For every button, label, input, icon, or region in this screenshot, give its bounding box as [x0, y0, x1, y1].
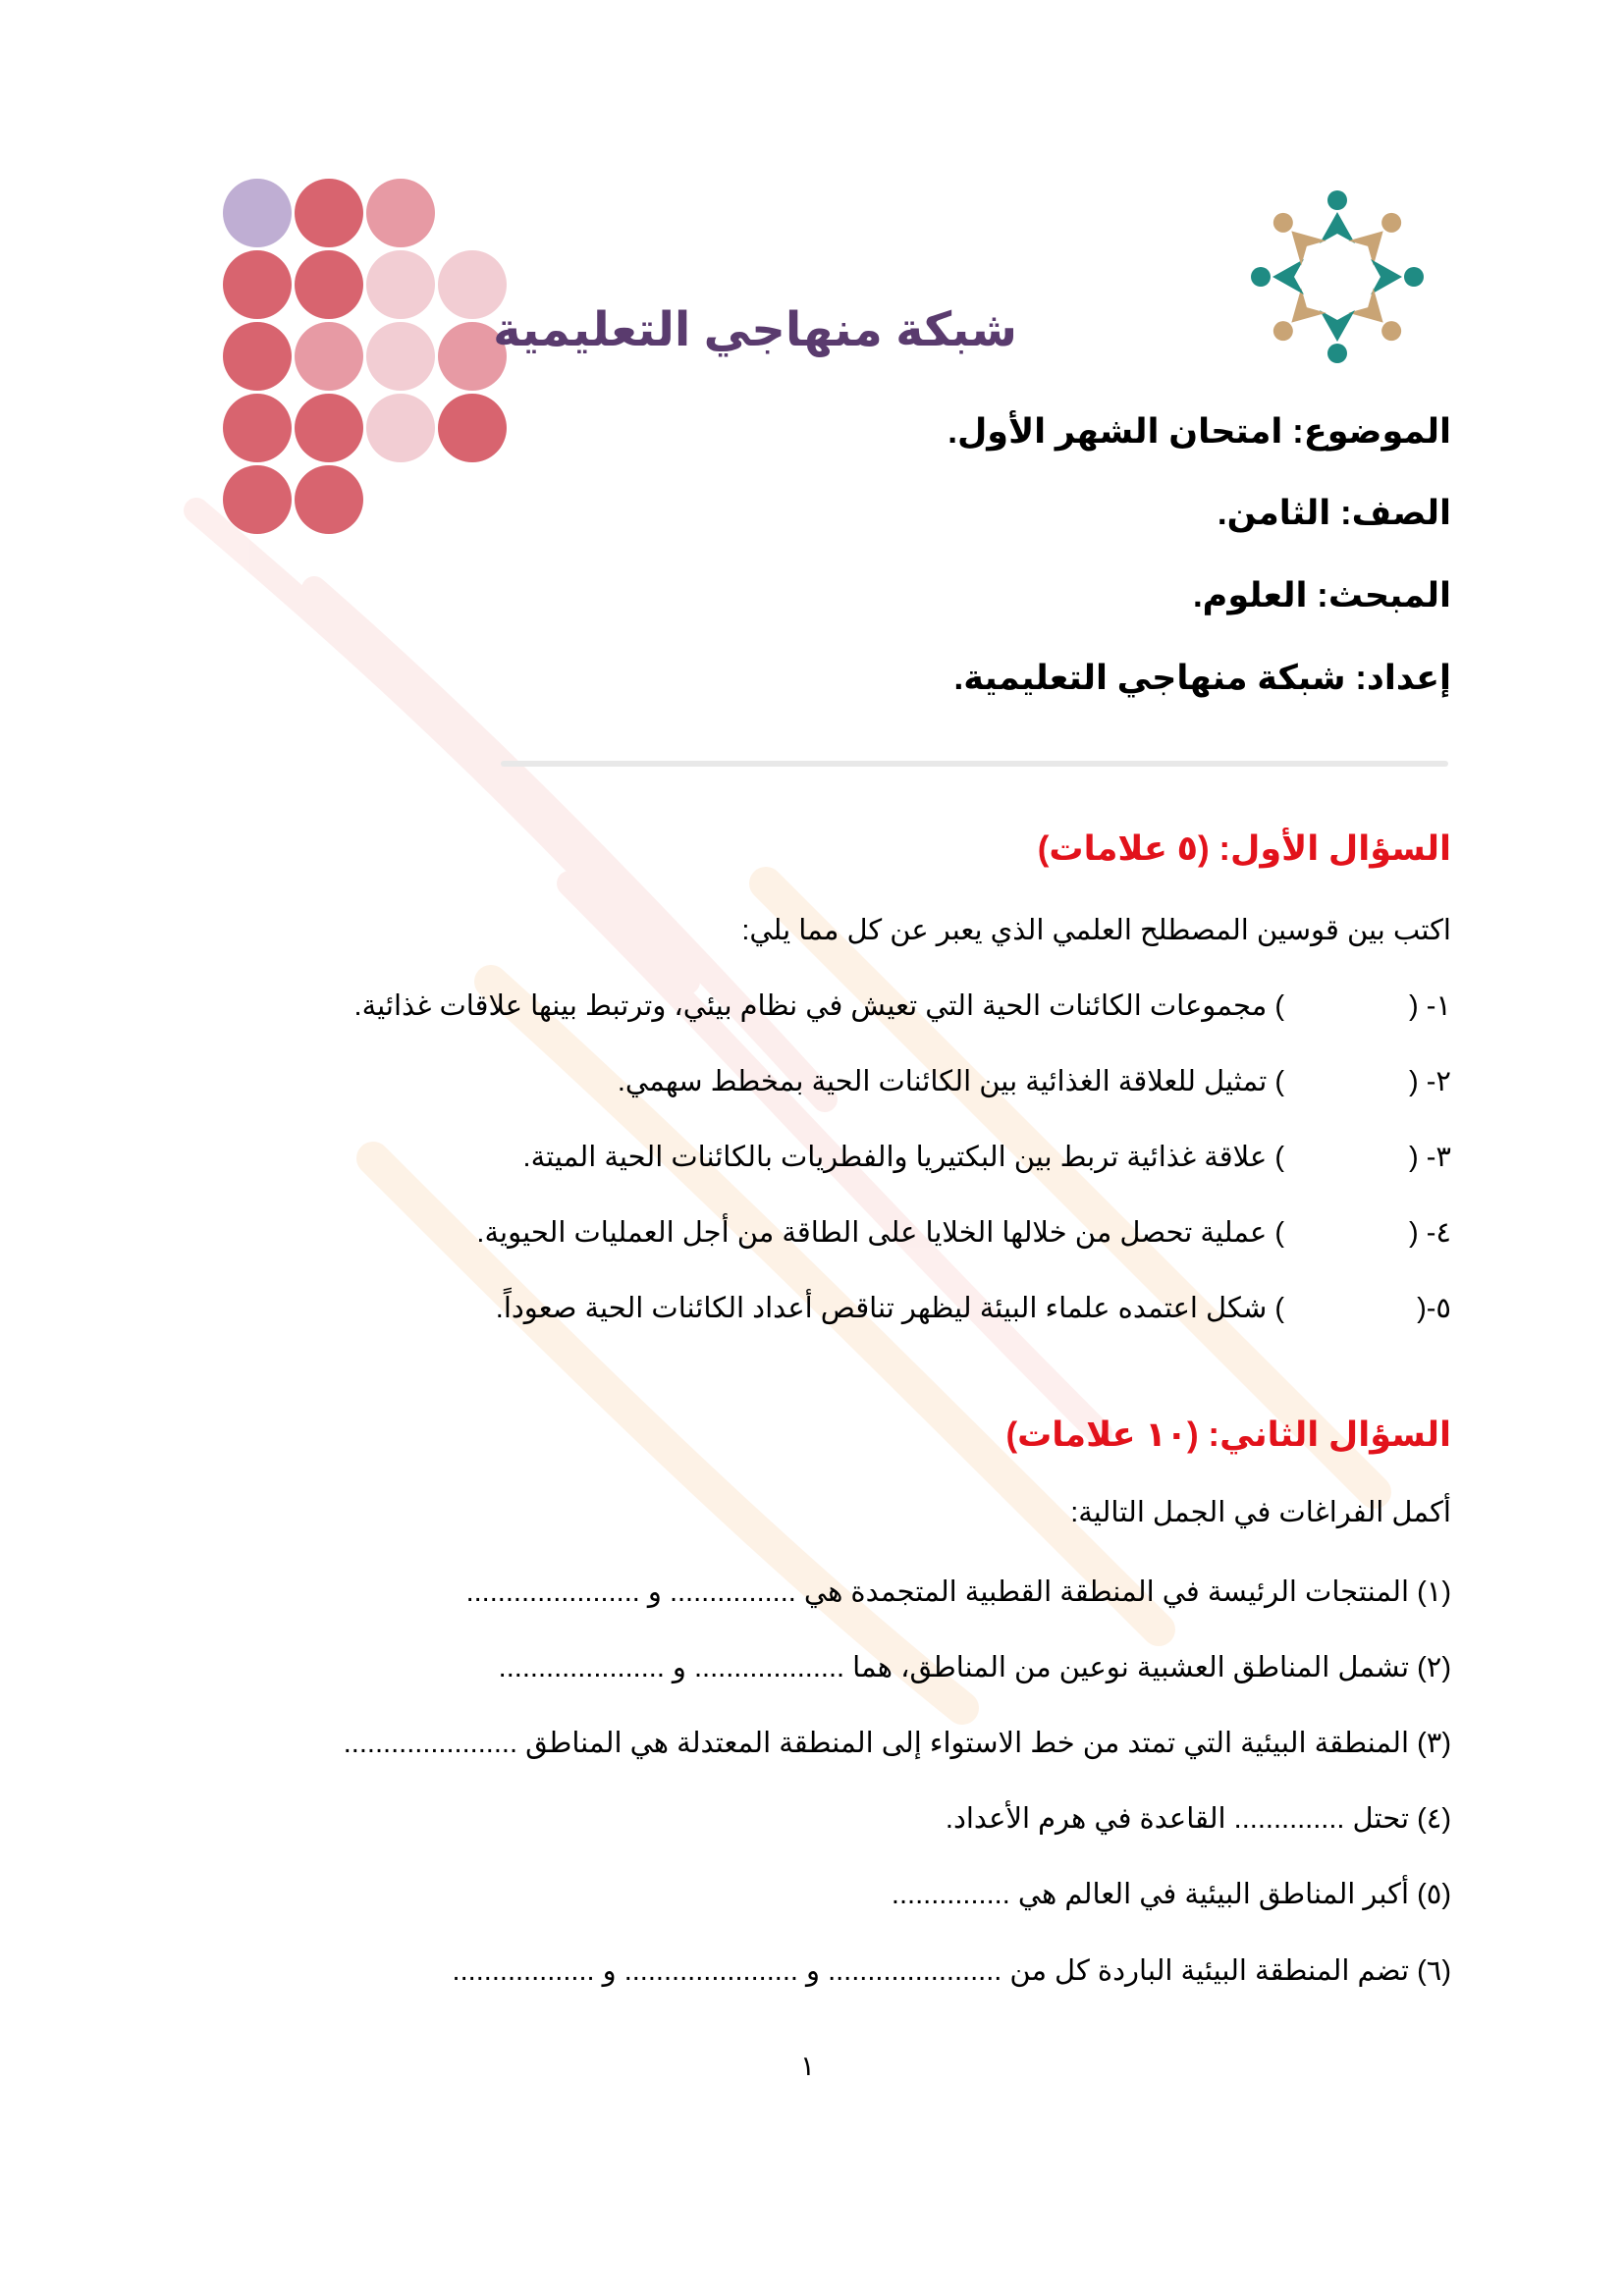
course-line: المبحث: العلوم. — [1192, 576, 1451, 614]
q1-item — [618, 1064, 1451, 1098]
prepared-line: إعداد: شبكة منهاجي التعليمية. — [953, 659, 1451, 697]
q2-instruction: أكمل الفراغات في الجمل التالية: — [1070, 1497, 1451, 1528]
q1-instruction: اكتب بين قوسين المصطلح العلمي الذي يعبر عن كل مما يلي: — [741, 915, 1451, 946]
q1-item — [354, 988, 1451, 1023]
q1-title: السؤال الأول: (٥ علامات) — [1037, 829, 1451, 868]
q1-item-number: ٥-( — [1417, 1293, 1451, 1324]
q1-item-text: ) علاقة غذائية تربط بين البكتيريا والفطريات بالكائنات الحية الميتة. — [522, 1142, 1284, 1173]
q2-item: (٦) تضم المنطقة البيئية الباردة كل من ...................... و ...................... و .................. — [452, 1955, 1451, 1987]
q1-item-number: ١- ( — [1409, 990, 1451, 1022]
q1-item — [523, 1140, 1451, 1174]
q1-item-text: ) عملية تحصل من خلالها الخلايا على الطاقة من أجل العمليات الحيوية. — [476, 1217, 1284, 1249]
q2-item: (١) المنتجات الرئيسة في المنطقة القطبية المتجمدة هي ................ و ...................... — [465, 1576, 1451, 1608]
subject-line: الموضوع: امتحان الشهر الأول. — [947, 412, 1451, 451]
q1-item — [476, 1215, 1451, 1250]
site-title: شبكة منهاجي التعليمية — [493, 304, 1017, 356]
page-number: ١ — [800, 2051, 816, 2081]
decorative-dots — [218, 177, 522, 540]
network-logo — [1239, 179, 1435, 375]
q2-title: السؤال الثاني: (١٠ علامات) — [1005, 1415, 1451, 1454]
grade-line: الصف: الثامن. — [1217, 494, 1451, 532]
q1-item-number: ٣- ( — [1409, 1142, 1451, 1173]
q1-item-number: ٤- ( — [1409, 1217, 1451, 1249]
q2-item: (٢) تشمل المناطق العشبية نوعين من المناطق، هما ................... و ..................... — [498, 1652, 1451, 1683]
q1-item-text: ) تمثيل للعلاقة الغذائية بين الكائنات الحية بمخطط سهمي. — [617, 1066, 1284, 1097]
q2-item: (٤) تحتل .............. القاعدة في هرم الأعداد. — [945, 1803, 1451, 1835]
q1-item-number: ٢- ( — [1409, 1066, 1451, 1097]
q2-item: (٣) المنطقة البيئية التي تمتد من خط الاستواء إلى المنطقة المعتدلة هي المناطق ...................... — [343, 1728, 1451, 1759]
q2-item: (٥) أكبر المناطق البيئية في العالم هي ............... — [891, 1879, 1451, 1910]
q1-item-text: ) مجموعات الكائنات الحية التي تعيش في نظام بيئي، وترتبط بينها علاقات غذائية. — [353, 990, 1284, 1022]
divider — [501, 761, 1448, 767]
q1-item — [496, 1291, 1451, 1325]
q1-item-text: ) شكل اعتمده علماء البيئة ليظهر تناقص أعداد الكائنات الحية صعوداً. — [495, 1293, 1284, 1324]
